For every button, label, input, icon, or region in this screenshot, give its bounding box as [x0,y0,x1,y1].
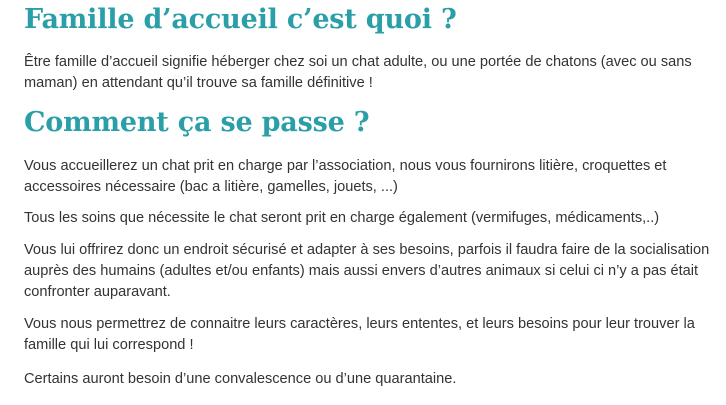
heading-what-is-foster-family: Famille d’accueil c’est quoi ? [24,4,457,35]
paragraph-convalescence: Certains auront besoin d’une convalescence ou d’une quarantaine. [24,371,457,387]
paragraph-personality: Vous nous permettrez de connaitre leurs caractères, leurs ententes, et leurs besoins pour leur trouver la famille qui lui correspond ! [24,316,695,353]
paragraph-foster-definition: Être famille d’accueil signifie héberger chez soi un chat adulte, ou une portée de chatons (avec ou sans maman) en attendant qu’il trouve sa famille définitive ! [24,54,692,91]
paragraph-safe-place: Vous lui offrirez donc un endroit sécurisé et adapter à ses besoins, parfois il faudra faire de la socialisation auprès des humains (adultes et/ou enfants) mais aussi envers d’autres animaux si celui ci n’y a pas était confronter auparavant. [24,242,710,300]
heading-how-it-works: Comment ça se passe ? [24,107,370,138]
paragraph-care-costs: Tous les soins que nécessite le chat seront prit en charge également (vermifuges, médicaments,..) [24,210,660,226]
paragraph-supplies: Vous accueillerez un chat prit en charge par l’association, nous vous fournirons litière, croquettes et accessoires nécessaire (bac a litière, gamelles, jouets, ...) [24,158,667,195]
